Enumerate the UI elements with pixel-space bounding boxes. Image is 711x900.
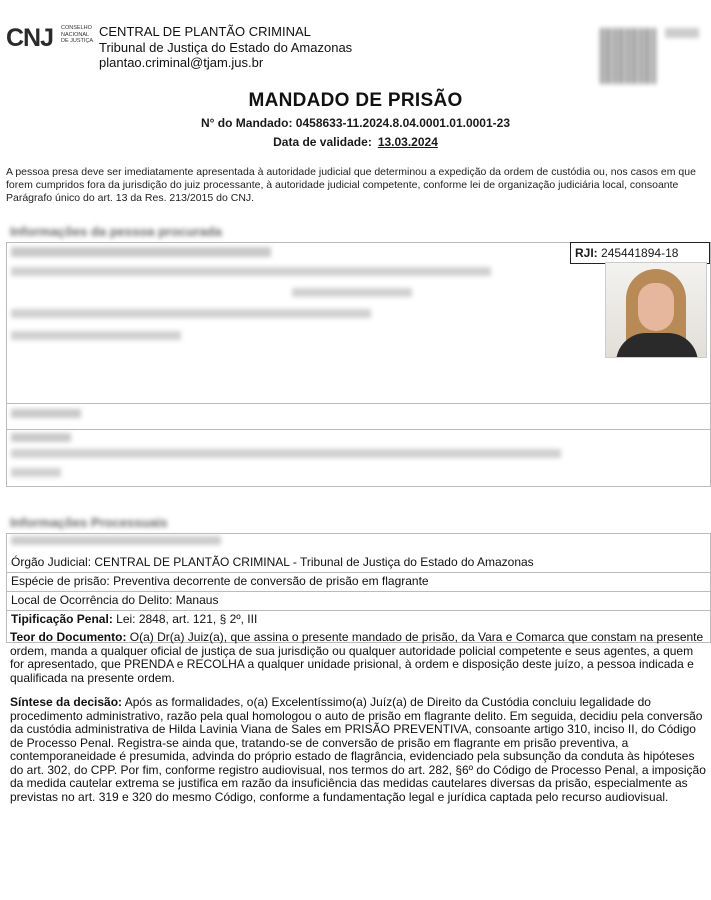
mandado-number: N° do Mandado: 0458633-11.2024.8.04.0001.01.0001-23 [201,116,510,130]
especie-prisao: Espécie de prisão: Preventiva decorrente de conversão de prisão em flagrante [11,574,429,588]
document-header [6,20,566,76]
document-title: MANDADO DE PRISÃO [248,90,463,111]
process-section-title: Informações Processuais [10,515,168,530]
validity-date: Data de validade: 13.03.2024 [273,135,438,149]
process-info-box [6,533,711,643]
redacted-phone-label [11,468,61,477]
local-ocorrencia: Local de Ocorrência do Delito: Manaus [11,593,219,607]
person-section-title: Informações da pessoa procurada [10,224,222,239]
org-court: Tribunal de Justiça do Estado do Amazonas [99,39,353,55]
qr-code-image [600,28,656,84]
cnj-logo-text: CONSELHO NACIONAL DE JUSTIÇA [61,25,94,44]
org-name: CENTRAL DE PLANTÃO CRIMINAL [99,24,311,39]
teor-paragraph: Teor do Documento: O(a) Dr(a) Juiz(a), que assina o presente mandado de prisão, da Vara e Comarca que constam na presente ordem, manda a qualquer oficial de justiça de sua jurisdição ou qualquer autoridade policial competente e seus agentes, a quem for apresentado, que PRENDA e RECOLHA a qualquer unidade prisional, à ordem e disposição deste juízo, a pessoa indicada e qualificada na presente ordem. [10,630,704,685]
redacted-mother [11,309,371,318]
org-info [99,24,352,71]
redacted-name [11,247,271,257]
redacted-father [11,331,181,340]
redacted-address [11,449,561,458]
sintese-paragraph: Síntese da decisão: Após as formalidades, o(a) Excelentíssimo(a) Juíz(a) de Direito da Custódia concluiu legalidade do procedimento administrativo, razão pela qual homologou o auto de prisão em flagrante delito. Em seguida, decidiu pela conversão da custódia administrativa de Hilda Lavinia Viana de Sales em PRISÃO PREVENTIVA, consoante artigo 310, inciso II, do Código de Processo Penal. Registra-se ainda que, tratando-se de conversão de prisão em flagrante em prisão preventiva, a contemporaneidade é presumida, advinda do próprio estado de flagrância, evidenciado pela subsunção da conduta às hipóteses do art. 302, do CPP. Por fim, conforme registro audiovisual, nos termos do art. 282, §6º do Código de Processo Penal, a imposição da medida cautelar extrema se justifica em razão da insuficiência das medidas cautelares diversas da prisão, especialmente as previstas no art. 319 e 320 do mesmo Código, conforme a fundamentação legal e jurídica captada pelo recurso audiovisual. [10,695,706,804]
orgao-judicial: Órgão Judicial: CENTRAL DE PLANTÃO CRIMINAL - Tribunal de Justiça do Estado do Amazonas [11,555,534,569]
redacted-process-number [11,536,221,545]
tipificacao-penal: Tipificação Penal: Lei: 2848, art. 121, § 2º, III [11,612,258,626]
redacted-address-label [11,433,71,442]
redacted-details [11,267,491,276]
org-email: plantao.criminal@tjam.jus.br [99,55,264,70]
redacted-marks-label [11,409,81,418]
intro-paragraph: A pessoa presa deve ser imediatamente apresentada à autoridade judicial que determinou a expedição da ordem de custódia ou, nos casos em que forem cumpridos fora da jurisdição do juiz processante, à autoridade judicial competente, conforme lei de organização judiciária local, consoante Parágrafo único do art. 13 da Res. 213/2015 do CNJ. [6,166,696,204]
person-photo [605,262,707,358]
cnj-logo-mark: CNJ [6,24,54,52]
rji-box: RJI: 245441894-18 [570,242,710,264]
cnj-logo [6,22,101,58]
redacted-cpf [292,288,412,297]
qr-caption-blurred [665,28,699,38]
